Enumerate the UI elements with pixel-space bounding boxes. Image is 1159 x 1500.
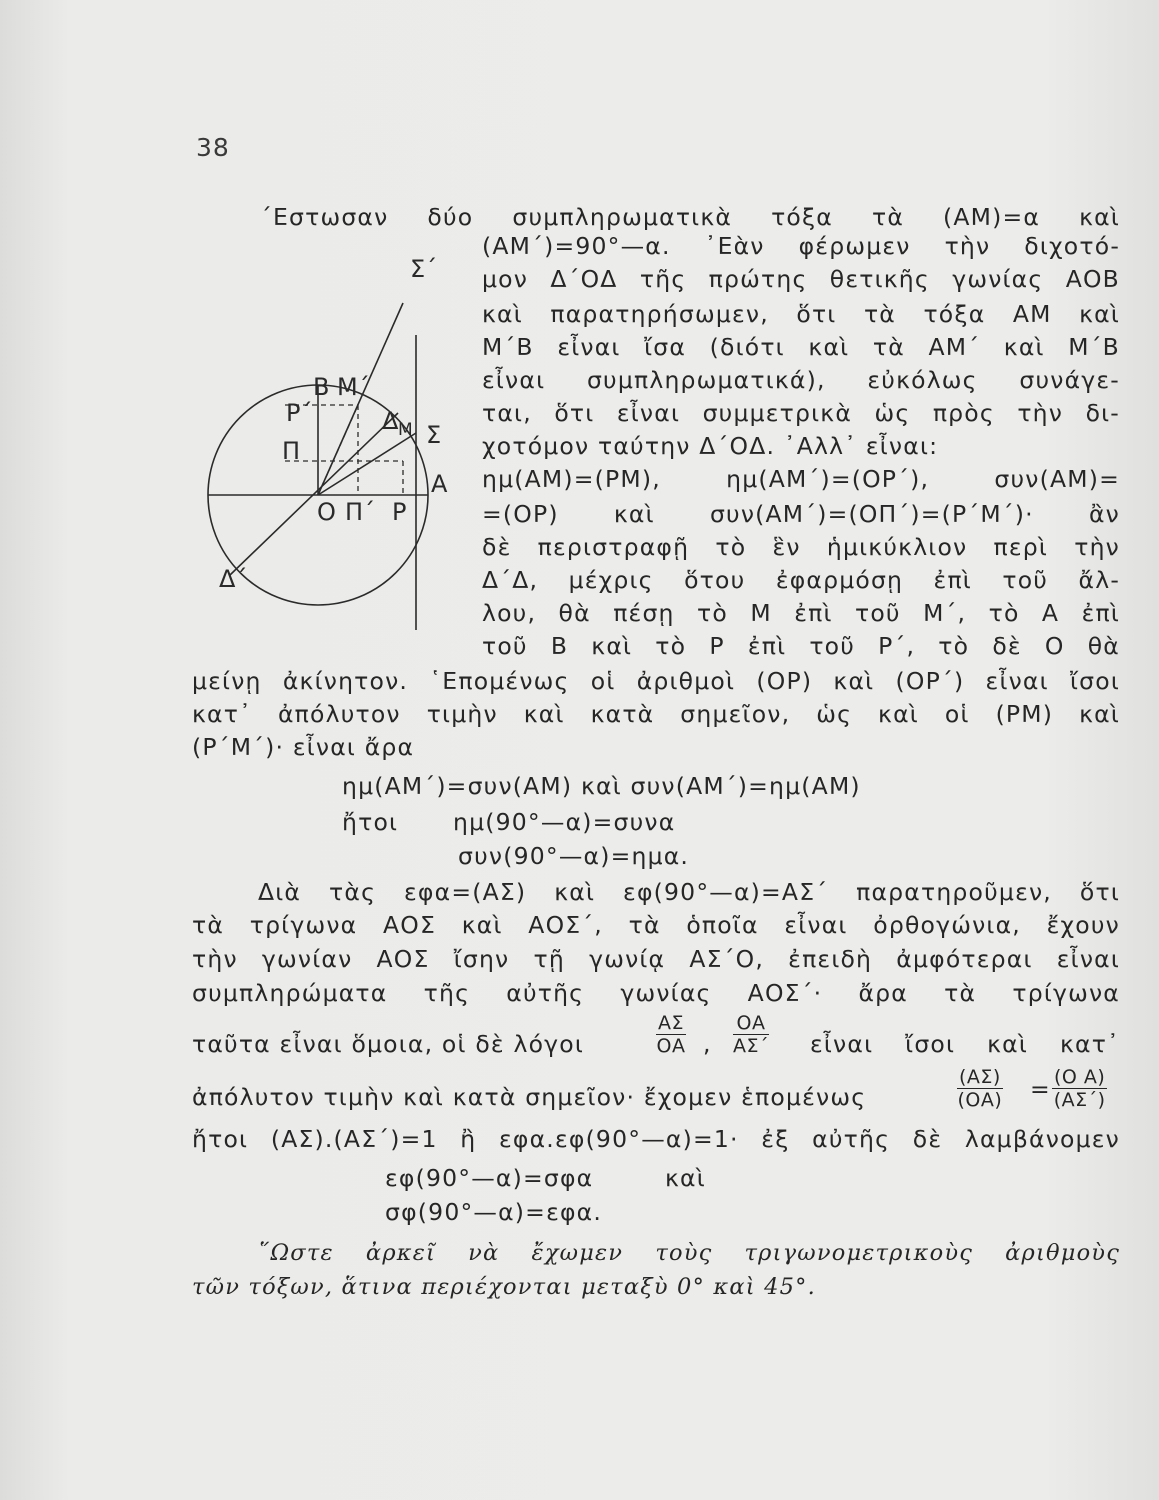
label-B: Β xyxy=(313,373,330,401)
body-line: =(ΟΡ) καὶ συν(ΑΜ΄)=(ΟΠ΄)=(Ρ΄Μ΄)· ἂν xyxy=(482,500,1120,528)
body-line: μον Δ΄ΟΔ τῆς πρώτης θετικῆς γωνίας ΑΟΒ xyxy=(482,265,1120,293)
body-line: Μ΄Β εἶναι ἴσα (διότι καὶ τὰ ΑΜ΄ καὶ Μ΄Β xyxy=(482,333,1120,361)
body-line: τὰ τρίγωνα ΑΟΣ καὶ ΑΟΣ΄, τὰ ὁποῖα εἶναι ὀρθογώνια, ἔχουν xyxy=(192,911,1120,939)
body-line: μείνῃ ἀκίνητον. ῾Επομένως οἱ ἀριθμοὶ (ΟΡ) καὶ (ΟΡ΄) εἶναι ἴσοι xyxy=(192,667,1120,695)
label-M: Μ xyxy=(398,420,413,440)
body-line: (ΑΜ΄)=90°—α. ᾽Εὰν φέρωμεν τὴν διχοτό- xyxy=(482,232,1120,260)
label-Sigma: Σ xyxy=(426,421,442,449)
equation-line: σφ(90°—α)=εφα. xyxy=(385,1198,603,1226)
conclusion-line: τῶν τόξων, ἅτινα περιέχονται μεταξὺ 0° καὶ 45°. xyxy=(192,1274,816,1300)
equation-line: ημ(ΑΜ΄)=συν(ΑΜ) καὶ συν(ΑΜ΄)=ημ(ΑΜ) xyxy=(342,772,861,800)
ratio-line-text: εἶναι ἴσοι καὶ κατ᾽ xyxy=(810,1030,1120,1058)
body-line: ΄Εστωσαν δύο συμπληρωματικὰ τόξα τὰ (ΑΜ)=α καὶ xyxy=(260,203,1120,231)
fraction-AS-OA: $\frac{A\Sigma}{OA}$ xyxy=(656,1012,686,1057)
body-line: τὴν γωνίαν ΑΟΣ ἴσην τῇ γωνίᾳ ΑΣ΄Ο, ἐπειδὴ ἀμφότεραι εἶναι xyxy=(192,945,1120,973)
equation-line: συν(90°—α)=ημα. xyxy=(458,842,690,870)
conclusion-line: ῞Ωστε ἀρκεῖ νὰ ἔχωμεν τοὺς τριγωνομετρικοὺς ἀριθμοὺς xyxy=(258,1240,1120,1266)
body-line: (Ρ΄Μ΄)· εἶναι ἄρα xyxy=(192,733,415,761)
body-line: ἤτοι (ΑΣ).(ΑΣ΄)=1 ἢ εφα.εφ(90°—α)=1· ἐξ αὐτῆς δὲ λαμβάνομεν xyxy=(192,1125,1120,1153)
label-R: Ρ xyxy=(392,498,407,526)
body-line: χοτόμον ταύτην Δ΄ΟΔ. ᾽Αλλ᾽ εἶναι: xyxy=(482,432,939,460)
label-Delta-prime: Δ΄ xyxy=(219,565,248,593)
ratio-comma: , xyxy=(703,1030,712,1058)
body-line: τοῦ Β καὶ τὸ Ρ ἐπὶ τοῦ Ρ΄, τὸ δὲ Ο θὰ xyxy=(482,632,1120,660)
label-Delta: Δ xyxy=(382,407,399,435)
label-A: Α xyxy=(431,470,448,498)
label-O: Ο xyxy=(317,498,336,526)
label-Pi-prime: Π΄ xyxy=(345,498,376,526)
body-line: συμπληρώματα τῆς αὐτῆς γωνίας ΑΟΣ΄· ἄρα τὰ τρίγωνα xyxy=(192,979,1120,1007)
body-line: καὶ παρατηρήσωμεν, ὅτι τὰ τόξα ΑΜ καὶ xyxy=(482,300,1120,328)
label-R-prime: Ρ΄ xyxy=(286,399,313,427)
label-M-prime: Μ΄ xyxy=(337,373,370,401)
body-line: δὲ περιστραφῇ τὸ ἓν ἡμικύκλιον περὶ τὴν xyxy=(482,533,1120,561)
equation-line: ημ(90°—α)=συνα xyxy=(453,808,676,836)
body-line: κατ᾽ ἀπόλυτον τιμὴν καὶ κατὰ σημεῖον, ὡς καὶ οἱ (ΡΜ) καὶ xyxy=(192,700,1120,728)
body-line: ἀπόλυτον τιμὴν καὶ κατὰ σημεῖον· ἔχομεν ἑπομένως xyxy=(192,1083,867,1111)
body-line: Διὰ τὰς εφα=(ΑΣ) καὶ εφ(90°—α)=ΑΣ΄ παρατηροῦμεν, ὅτι xyxy=(258,878,1120,906)
body-line: ται, ὅτι εἶναι συμμετρικὰ ὡς πρὸς τὴν δι- xyxy=(482,399,1120,427)
equals-sign: = xyxy=(1030,1075,1051,1103)
fraction-OA-AS-prime: $\frac{OA}{A\Sigma΄}$ xyxy=(733,1012,770,1057)
label-Pi: Π xyxy=(282,437,301,465)
fraction-OA-AS-prime-paren: $\frac{\text{(Ο Α)}}{(A\Sigma΄)}$ xyxy=(1053,1066,1106,1111)
label-sigma-prime: Σ΄ xyxy=(410,255,438,283)
body-line: Δ΄Δ, μέχρις ὅτου ἐφαρμόσῃ ἐπὶ τοῦ ἄλ- xyxy=(482,566,1120,594)
equation-line: εφ(90°—α)=σφα xyxy=(385,1164,594,1192)
equation-kai: καὶ xyxy=(665,1164,706,1192)
body-line: λου, θὰ πέσῃ τὸ Μ ἐπὶ τοῦ Μ΄, τὸ Α ἐπὶ xyxy=(482,599,1120,627)
ratio-line-text: ταῦτα εἶναι ὅμοια, οἱ δὲ λόγοι xyxy=(192,1030,584,1058)
trig-circle-diagram xyxy=(185,215,485,715)
bisector-line xyxy=(230,413,398,575)
body-line: ημ(ΑΜ)=(ΡΜ), ημ(ΑΜ΄)=(ΟΡ΄), συν(ΑΜ)= xyxy=(482,465,1120,493)
page-number: 38 xyxy=(196,133,230,162)
equation-etoi: ἤτοι xyxy=(342,808,399,836)
body-line: εἶναι συμπληρωματικά), εὐκόλως συνάγε- xyxy=(482,366,1120,394)
fraction-AS-OA-paren: $\frac{(A\Sigma)}{(OA)}$ xyxy=(957,1066,1003,1111)
